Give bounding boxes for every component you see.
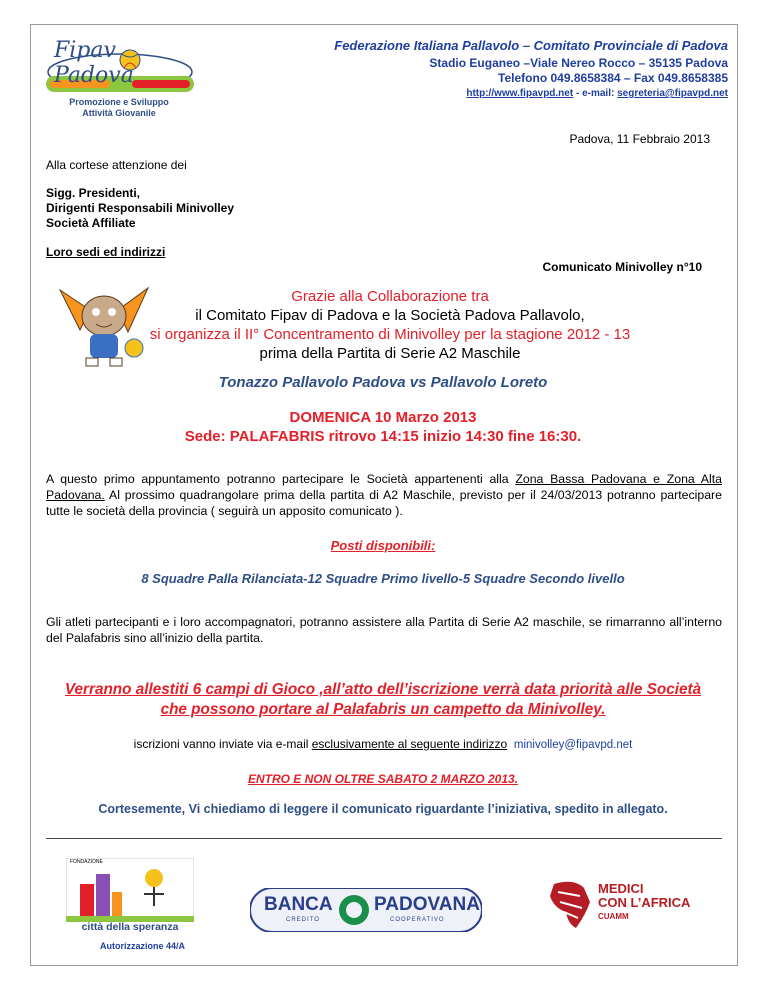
intro-line1: Grazie alla Collaborazione tra xyxy=(291,288,489,305)
attention-line: Alla cortese attenzione dei xyxy=(46,158,187,172)
logo-sub-line1: Promozione e Sviluppo xyxy=(69,97,169,107)
recipients xyxy=(46,186,234,231)
loro-sedi: Loro sedi ed indirizzi xyxy=(46,245,166,259)
logo-subtitle xyxy=(54,97,184,119)
para1-zones: Zona Bassa Padovana e Zona Alta Padovana. xyxy=(46,472,722,502)
intro-line2: il Comitato Fipav di Padova e la Società Padova Pallavolo, xyxy=(195,307,585,324)
letter-date: Padova, 11 Febbraio 2013 xyxy=(569,132,710,146)
comunicato-number: Comunicato Minivolley n°10 xyxy=(542,260,702,274)
intro-block xyxy=(130,287,650,363)
email-link[interactable]: segreteria@fipavpd.net xyxy=(617,88,728,99)
para1-text1: A questo primo appuntamento potranno partecipare le Società appartenenti alla xyxy=(46,472,516,486)
africa-map-icon xyxy=(544,878,594,932)
campi-line2: che possono portare al Palafabris un campetto da Minivolley. xyxy=(160,701,606,718)
org-name: Federazione Italiana Pallavolo – Comitato Provinciale di Padova xyxy=(334,38,728,53)
closing-request: Cortesemente, Vi chiediamo di leggere il comunicato riguardante l’iniziativa, spedito in allegato. xyxy=(98,802,668,816)
campi-line1: Verranno allestiti 6 campi di Gioco ,all’atto dell’iscrizione verrà data priorità alle Società xyxy=(64,681,702,698)
iscrizioni-text: iscrizioni vanno inviate via e-mail xyxy=(133,737,312,751)
recipient-line: Società Affiliate xyxy=(46,216,136,230)
intro-line4: prima della Partita di Serie A2 Maschile xyxy=(259,345,521,362)
event-info xyxy=(30,408,736,446)
medici-con-africa-logo xyxy=(544,878,694,932)
citta-name: città della speranza xyxy=(81,921,179,933)
event-venue: Sede: PALAFABRIS ritrovo 14:15 inizio 14:30 fine 16:30. xyxy=(184,428,582,445)
medici-line3: CUAMM xyxy=(598,912,629,921)
recipient-line: Sigg. Presidenti, xyxy=(46,186,141,200)
paragraph-participation xyxy=(46,471,722,519)
banca-sub-right: COOPERATIVO xyxy=(390,917,445,923)
minivolley-email[interactable]: minivolley@fipavpd.net xyxy=(513,739,633,751)
banca-left-text: BANCA xyxy=(264,894,333,915)
medici-line2: CON L’AFRICA xyxy=(598,895,691,910)
iscrizioni-underlined: esclusivamente al seguente indirizzo xyxy=(311,737,508,751)
match-title: Tonazzo Pallavolo Padova vs Pallavolo Loreto xyxy=(218,374,548,391)
banca-right-text: PADOVANA xyxy=(374,894,480,915)
intro-line3: si organizza il II° Concentramento di Minivolley per la stagione 2012 - 13 xyxy=(149,326,631,343)
website-link[interactable]: http://www.fipavpd.net xyxy=(466,88,574,99)
email-separator: - e-mail: xyxy=(573,88,618,99)
recipient-line: Dirigenti Responsabili Minivolley xyxy=(46,201,235,215)
banca-padovana-logo xyxy=(250,888,482,932)
iscrizioni-line xyxy=(30,737,736,751)
deadline: ENTRO E NON OLTRE SABATO 2 MARZO 2013. xyxy=(247,772,519,786)
squadre-line: 8 Squadre Palla Rilanciata-12 Squadre Primo livello-5 Squadre Secondo livello xyxy=(141,571,625,586)
org-phone: Telefono 049.8658384 – Fax 049.8658385 xyxy=(498,71,728,85)
medici-line1: MEDICI xyxy=(598,881,644,896)
paragraph-athletes: Gli atleti partecipanti e i loro accompagnatori, potranno assistere alla Partita di Serie A2 maschile, se rimarranno all’interno del Palafabris sino all’inizio della partita. xyxy=(46,615,722,645)
medici-text xyxy=(598,882,690,924)
footer-divider xyxy=(46,838,722,839)
org-contacts xyxy=(334,88,728,99)
logo-sub-line2: Attività Giovanile xyxy=(82,108,156,118)
org-header xyxy=(334,38,728,99)
posti-heading: Posti disponibili: xyxy=(330,538,436,553)
autorizzazione: Autorizzazione 44/A xyxy=(100,941,186,951)
campi-notice xyxy=(30,680,736,720)
logo-script-text: Fipav Padova xyxy=(54,38,134,88)
event-date: DOMENICA 10 Marzo 2013 xyxy=(289,409,477,426)
org-address: Stadio Euganeo –Viale Nereo Rocco – 35135 Padova xyxy=(429,56,728,70)
citta-top-label: FONDAZIONE xyxy=(70,859,103,865)
citta-della-speranza-logo xyxy=(66,858,194,936)
banca-sub-left: CREDITO xyxy=(286,917,320,923)
para1-text2: Al prossimo quadrangolare prima della partita di A2 Maschile, previsto per il 24/03/2013 potranno partecipare tutte le società della provincia ( seguirà un apposito comunicato ). xyxy=(46,488,722,518)
fipav-padova-logo xyxy=(40,32,200,120)
